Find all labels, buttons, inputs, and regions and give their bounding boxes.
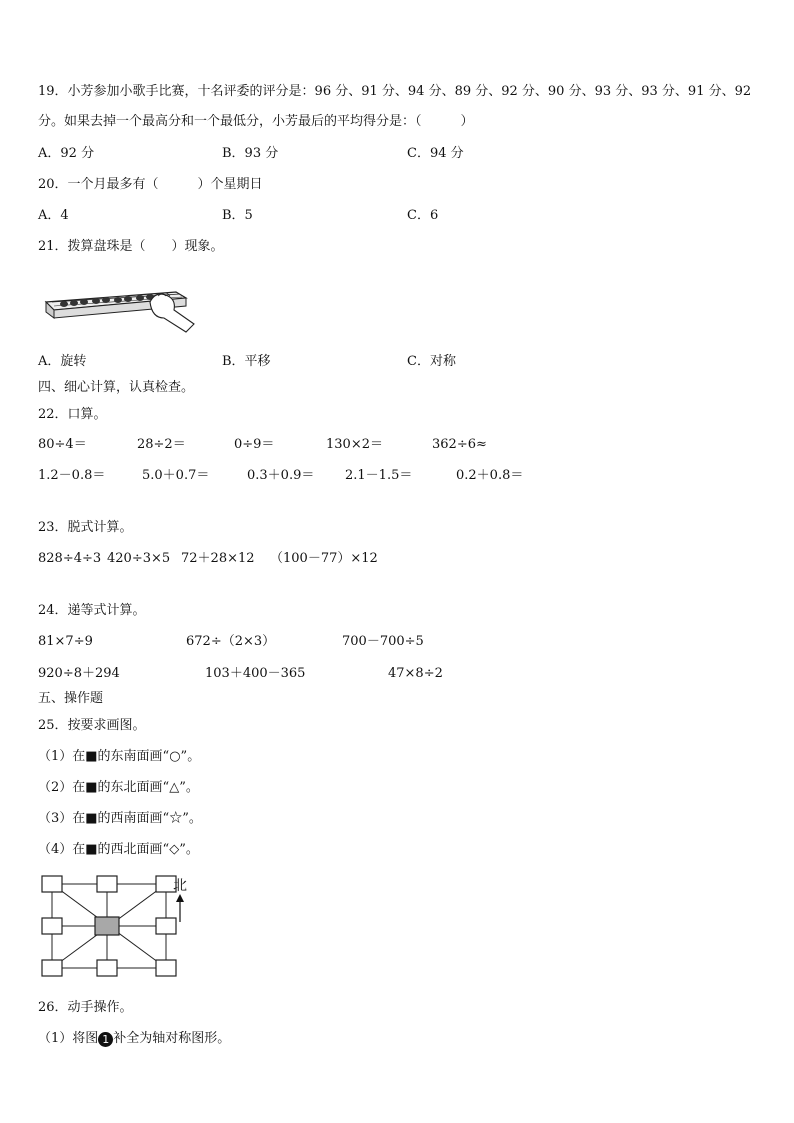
grid-cell — [42, 918, 62, 934]
q22-item: 1.2－0.8＝ — [38, 468, 106, 483]
north-arrow-icon — [170, 876, 192, 924]
center-cell — [95, 917, 119, 935]
q21-text: 21．拨算盘珠是（ ）现象。 — [38, 239, 224, 254]
q23-item: 420÷3×5 — [107, 551, 171, 566]
q19-option-a: A．92 分 — [38, 146, 95, 161]
q19-option-c: C．94 分 — [407, 146, 464, 161]
q22-item: 0.2＋0.8＝ — [456, 468, 524, 483]
grid-cell — [97, 876, 117, 892]
q24-item: 81×7÷9 — [38, 634, 93, 649]
q22-item: 0÷9＝ — [234, 437, 275, 452]
q25-title: 25．按要求画图。 — [38, 718, 146, 733]
q24-item: 672÷（2×3） — [186, 634, 276, 649]
q21-option-c: C．对称 — [407, 354, 456, 369]
q23-title: 23．脱式计算。 — [38, 520, 133, 535]
q26-title: 26．动手操作。 — [38, 1000, 133, 1015]
figure-number-circle: 1 — [98, 1032, 113, 1047]
q25-sub: （2）在■的东北面画“△”。 — [38, 780, 199, 795]
q22-item: 362÷6≈ — [432, 437, 487, 452]
q22-item: 2.1－1.5＝ — [345, 468, 413, 483]
q26-sub1-suffix: 补全为轴对称图形。 — [113, 1031, 231, 1046]
grid-cell — [42, 960, 62, 976]
q23-item: 72＋28×12 — [181, 551, 255, 566]
q20-text: 20．一个月最多有（ ）个星期日 — [38, 177, 263, 192]
q24-item: 920÷8＋294 — [38, 666, 120, 681]
q22-item: 0.3＋0.9＝ — [247, 468, 315, 483]
q26-sub1-prefix: （1）将图 — [38, 1031, 99, 1046]
q24-title: 24．递等式计算。 — [38, 603, 146, 618]
section5-title: 五、操作题 — [38, 691, 104, 706]
q22-item: 130×2＝ — [326, 437, 383, 452]
q20-option-a: A．4 — [38, 208, 69, 223]
q22-item: 5.0＋0.7＝ — [142, 468, 210, 483]
q24-item: 47×8÷2 — [388, 666, 443, 681]
q25-sub: （4）在■的西北面画“◇”。 — [38, 842, 199, 857]
grid-cell — [156, 960, 176, 976]
q22-item: 28÷2＝ — [137, 437, 186, 452]
q19-option-b: B．93 分 — [222, 146, 279, 161]
section4-title: 四、细心计算，认真检查。 — [38, 380, 195, 395]
q25-sub: （1）在■的东南面画“○”。 — [38, 749, 201, 764]
q26-sub1 — [38, 1031, 230, 1047]
q24-item: 700－700÷5 — [342, 634, 424, 649]
q20-option-c: C．6 — [407, 208, 439, 223]
q20-option-b: B．5 — [222, 208, 253, 223]
q22-title: 22．口算。 — [38, 407, 107, 422]
q24-item: 103＋400－365 — [205, 666, 306, 681]
q22-item: 80÷4＝ — [38, 437, 87, 452]
grid-cell — [42, 876, 62, 892]
q19-line2: 分。如果去掉一个最高分和一个最低分，小芳最后的平均得分是：（ ） — [38, 114, 474, 129]
q21-option-b: B．平移 — [222, 354, 271, 369]
grid-cell — [97, 960, 117, 976]
north-label: 北 — [173, 878, 187, 894]
q21-option-a: A．旋转 — [38, 354, 87, 369]
q25-sub: （3）在■的西南面画“☆”。 — [38, 811, 202, 826]
abacus-hand-icon — [40, 272, 200, 338]
q19-line1: 19．小芳参加小歌手比赛，十名评委的评分是：96 分、91 分、94 分、89 分、92 分、90 分、93 分、93 分、91 分、92 — [38, 84, 752, 99]
q23-item: 828÷4÷3 — [38, 551, 102, 566]
q23-item: （100－77）×12 — [270, 551, 378, 566]
